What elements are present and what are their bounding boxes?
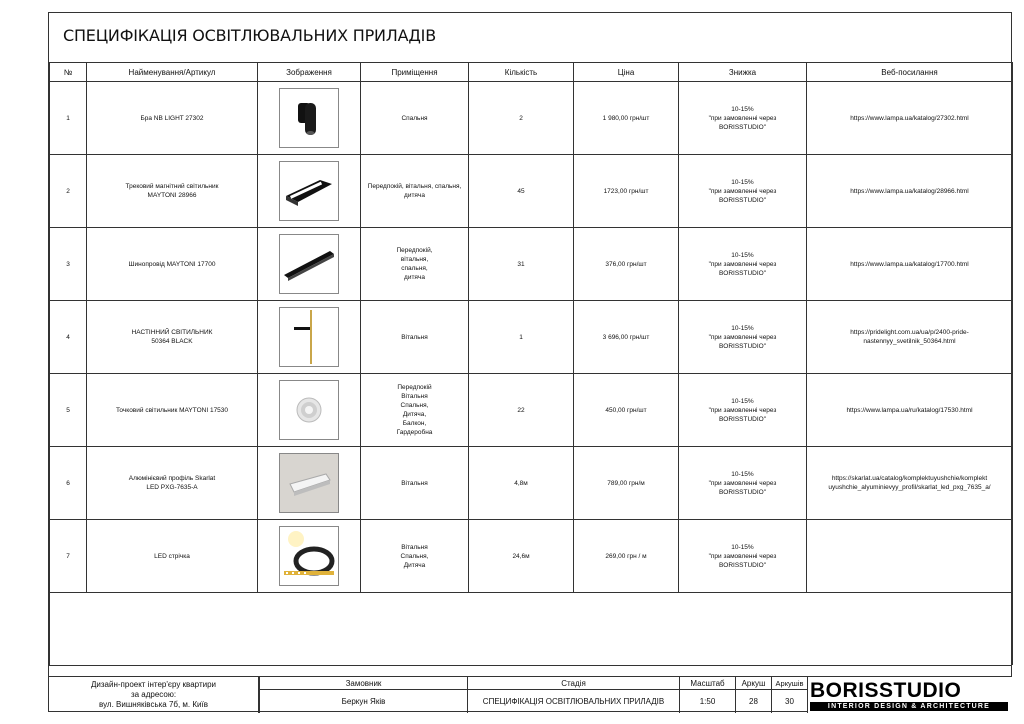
- item-room: Вітальня: [361, 447, 469, 520]
- table-row: [50, 155, 1013, 228]
- row-number: 3: [50, 228, 87, 301]
- item-discount: 10-15% "при замовленні через BORISSTUDIO": [679, 520, 807, 593]
- item-link[interactable]: https://www.lampa.ua/katalog/28966.html: [807, 155, 1013, 228]
- item-image: [258, 228, 361, 301]
- sheet-label: Аркуш: [735, 676, 771, 689]
- item-link[interactable]: https://www.lampa.ua/katalog/17700.html: [807, 228, 1013, 301]
- table-row: [50, 374, 1013, 447]
- sheet-value: 28: [735, 689, 771, 713]
- item-image: [258, 301, 361, 374]
- item-price: 1723,00 грн/шт: [574, 155, 679, 228]
- item-discount: 10-15% "при замовленні через BORISSTUDIO": [679, 155, 807, 228]
- spot-light-icon: [279, 380, 339, 440]
- item-link[interactable]: https://www.lampa.ua/ru/katalog/17530.html: [807, 374, 1013, 447]
- aluminium-profile-icon: [279, 453, 339, 513]
- item-name: Трековий магнітний світильник MAYTONI 28966: [87, 155, 258, 228]
- row-number: 6: [50, 447, 87, 520]
- title-block: [49, 665, 1012, 713]
- col-header-room: Приміщення: [361, 63, 469, 82]
- item-price: 269,00 грн / м: [574, 520, 679, 593]
- item-quantity: 1: [469, 301, 574, 374]
- item-name: Алюмінієвий профіль Skarlat LED PXG-7635-A: [87, 447, 258, 520]
- track-light-icon: [279, 161, 339, 221]
- item-name: НАСТІННИЙ СВІТИЛЬНИК 50364 BLACK: [87, 301, 258, 374]
- client-label: Замовник: [259, 676, 467, 689]
- item-price: 789,00 грн/м: [574, 447, 679, 520]
- row-number: 7: [50, 520, 87, 593]
- item-discount: 10-15% "при замовленні через BORISSTUDIO": [679, 374, 807, 447]
- col-header-number: №: [50, 63, 87, 82]
- track-rail-icon: [279, 234, 339, 294]
- item-image: [258, 447, 361, 520]
- item-discount: 10-15% "при замовленні через BORISSTUDIO": [679, 301, 807, 374]
- table-row: [50, 301, 1013, 374]
- col-header-discount: Знижка: [679, 63, 807, 82]
- table-row: [50, 82, 1013, 155]
- row-number: 5: [50, 374, 87, 447]
- item-price: 3 696,00 грн/шт: [574, 301, 679, 374]
- item-image: [258, 82, 361, 155]
- client-value: Беркун Яків: [259, 689, 467, 713]
- table-row: [50, 520, 1013, 593]
- item-image: [258, 155, 361, 228]
- stage-value: СПЕЦИФІКАЦІЯ ОСВІТЛЮВАЛЬНИХ ПРИЛАДІВ: [467, 689, 679, 713]
- project-info: Дизайн-проект інтер'єру квартири за адресою: вул. Вишняківська 7б, м. Київ: [49, 676, 259, 713]
- stage-label: Стадія: [467, 676, 679, 689]
- item-discount: 10-15% "при замовленні через BORISSTUDIO": [679, 447, 807, 520]
- item-name: Шинопровід MAYTONI 17700: [87, 228, 258, 301]
- wall-sconce-icon: [279, 88, 339, 148]
- item-link[interactable]: https://skarlat.ua/catalog/komplektuyushchie/komplekt uyushchie_alyuminievyy_profil/skarlat_led_pxg_7635_a/: [807, 447, 1013, 520]
- table-row: [50, 228, 1013, 301]
- item-room: Передпокій, вітальня, спальня, дитяча: [361, 228, 469, 301]
- studio-logo: [807, 676, 1012, 713]
- item-quantity: 4,8м: [469, 447, 574, 520]
- item-quantity: 24,6м: [469, 520, 574, 593]
- col-header-link: Веб-посилання: [807, 63, 1013, 82]
- item-name: Точковий світильник MAYTONI 17530: [87, 374, 258, 447]
- sheets-label: Аркушів: [771, 676, 807, 689]
- spec-table: [49, 62, 1013, 665]
- item-name: LED стрічка: [87, 520, 258, 593]
- logo-main-text: BORISSTUDIO: [810, 679, 962, 702]
- sheets-value: 30: [771, 689, 807, 713]
- item-price: 450,00 грн/шт: [574, 374, 679, 447]
- scale-label: Масштаб: [679, 676, 735, 689]
- item-room: Вітальня: [361, 301, 469, 374]
- row-number: 4: [50, 301, 87, 374]
- item-quantity: 45: [469, 155, 574, 228]
- item-room: Вітальня Спальня, Дитяча: [361, 520, 469, 593]
- item-image: [258, 520, 361, 593]
- col-header-price: Ціна: [574, 63, 679, 82]
- item-link[interactable]: https://www.lampa.ua/katalog/27302.html: [807, 82, 1013, 155]
- row-number: 2: [50, 155, 87, 228]
- item-quantity: 31: [469, 228, 574, 301]
- item-link[interactable]: https://pridelight.com.ua/ua/p/2400-pride- nastennyy_svetilnik_50364.html: [807, 301, 1013, 374]
- table-header-row: [50, 63, 1013, 82]
- wall-line-light-icon: [279, 307, 339, 367]
- led-strip-icon: [279, 526, 339, 586]
- row-number: 1: [50, 82, 87, 155]
- item-link[interactable]: [807, 520, 1013, 593]
- col-header-image: Зображення: [258, 63, 361, 82]
- item-price: 376,00 грн/шт: [574, 228, 679, 301]
- table-row: [50, 447, 1013, 520]
- page-title: СПЕЦИФІКАЦІЯ ОСВІТЛЮВАЛЬНИХ ПРИЛАДІВ: [63, 26, 436, 45]
- empty-row: [50, 593, 1013, 666]
- item-room: Спальня: [361, 82, 469, 155]
- item-image: [258, 374, 361, 447]
- scale-value: 1:50: [679, 689, 735, 713]
- item-room: Передпокій, вітальня, спальня, дитяча: [361, 155, 469, 228]
- logo-sub-text: INTERIOR DESIGN & ARCHITECTURE: [810, 702, 1008, 711]
- item-discount: 10-15% "при замовленні через BORISSTUDIO": [679, 82, 807, 155]
- col-header-name: Найменування/Артикул: [87, 63, 258, 82]
- item-price: 1 980,00 грн/шт: [574, 82, 679, 155]
- item-room: Передпокій Вітальня Спальня, Дитяча, Балкон, Гардеробна: [361, 374, 469, 447]
- item-name: Бра NB LIGHT 27302: [87, 82, 258, 155]
- item-discount: 10-15% "при замовленні через BORISSTUDIO": [679, 228, 807, 301]
- item-quantity: 22: [469, 374, 574, 447]
- col-header-quantity: Кількість: [469, 63, 574, 82]
- spec-sheet: [48, 12, 1012, 712]
- item-quantity: 2: [469, 82, 574, 155]
